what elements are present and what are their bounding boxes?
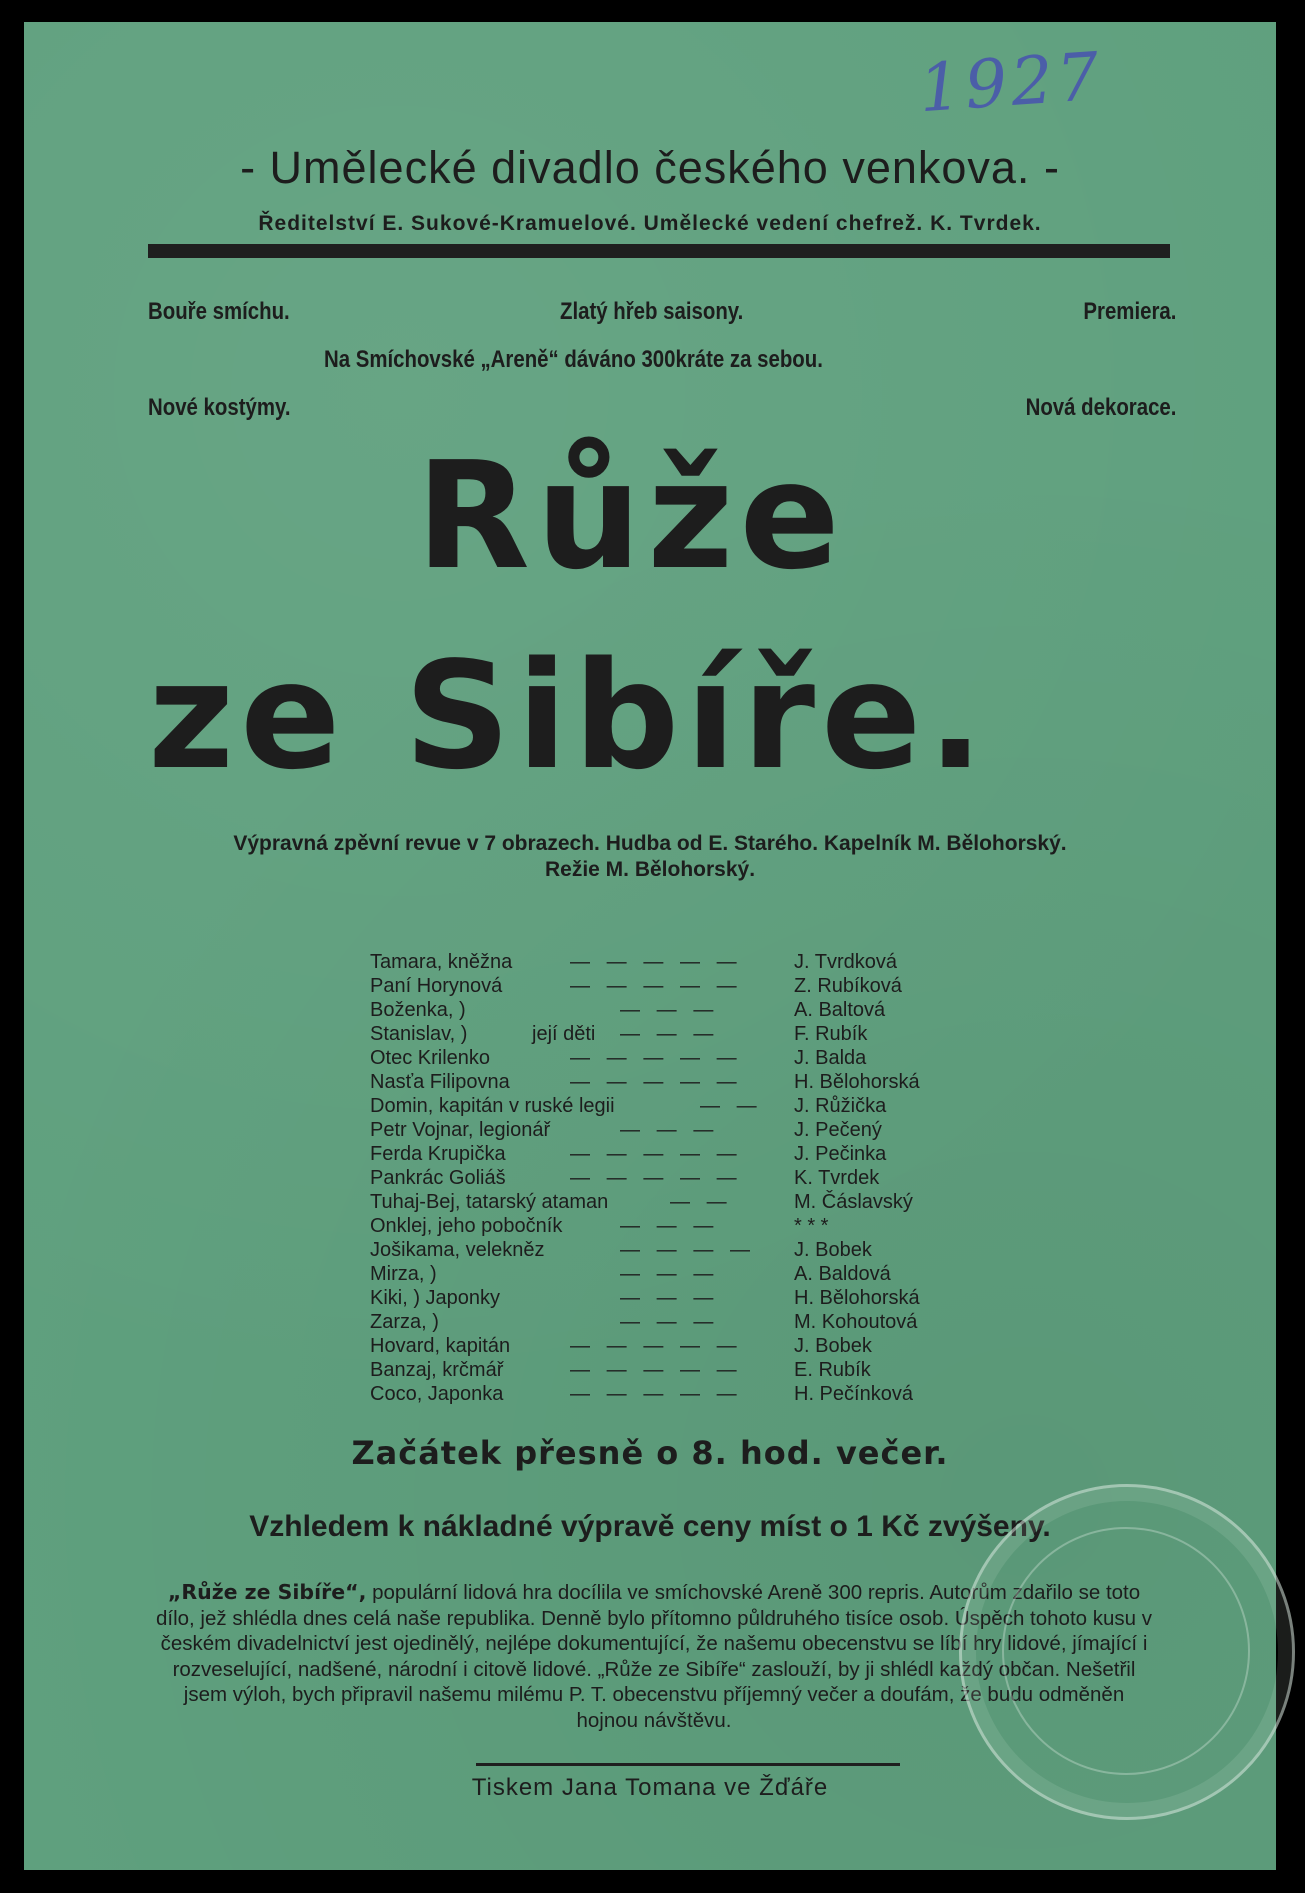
cast-role: Pankrác Goliáš <box>370 1167 506 1189</box>
cast-actor: K. Tvrdek <box>794 1167 880 1189</box>
paragraph-lead: „Růže ze Sibíře“, <box>167 1580 367 1604</box>
promo-center-1: Zlatý hřeb saisony. <box>560 298 744 325</box>
cast-dashes: — — <box>700 1095 757 1117</box>
cast-actor: H. Bělohorská <box>794 1287 920 1309</box>
cast-role: Tuhaj-Bej, tatarský ataman <box>370 1191 609 1213</box>
cast-role: Boženka, ) <box>370 999 466 1021</box>
cast-role: Nasťa Filipovna <box>370 1071 510 1093</box>
cast-row <box>370 1046 970 1070</box>
museum-stamp-inner-ring <box>1002 1527 1250 1775</box>
cast-list <box>370 950 970 1406</box>
cast-row <box>370 1190 970 1214</box>
cast-dashes: — — <box>670 1191 727 1213</box>
cast-role: Stanislav, ) <box>370 1023 468 1045</box>
cast-role: Onklej, jeho pobočník <box>370 1215 563 1237</box>
cast-row <box>370 998 970 1022</box>
cast-actor: J. Balda <box>794 1047 867 1069</box>
cast-actor: A. Baltová <box>794 999 886 1021</box>
cast-actor: J. Růžička <box>794 1095 887 1117</box>
cast-row <box>370 1286 970 1310</box>
promo-left-1: Bouře smíchu. <box>148 298 290 325</box>
promo-left-2: Nové kostýmy. <box>148 394 291 421</box>
cast-row <box>370 1022 970 1046</box>
cast-actor: M. Kohoutová <box>794 1311 918 1333</box>
playbill-sheet <box>24 22 1276 1870</box>
cast-dashes: — — — — — <box>570 1071 737 1093</box>
cast-actor: M. Čáslavský <box>794 1191 913 1213</box>
cast-role: Hovard, kapitán <box>370 1335 511 1357</box>
price-note: Vzhledem k nákladné výpravě ceny míst o 1 Kč zvýšeny. <box>249 1510 1051 1543</box>
cast-actor: H. Pečínková <box>794 1383 913 1405</box>
cast-role: Mirza, ) <box>370 1263 437 1285</box>
play-title-line-2: ze Sibíře. <box>148 630 990 802</box>
cast-row <box>370 1094 970 1118</box>
cast-dashes: — — — <box>620 999 714 1021</box>
cast-dashes: — — — <box>620 1287 714 1309</box>
cast-actor: J. Pečený <box>794 1119 882 1141</box>
promo-right-2: Nová dekorace. <box>1025 394 1176 421</box>
subtitle-line-2: Režie M. Bělohorský. <box>544 858 756 881</box>
cast-dashes: — — — <box>620 1311 714 1333</box>
cast-dashes: — — — — — <box>570 951 737 973</box>
cast-actor: A. Baldová <box>794 1263 891 1285</box>
cast-dashes: — — — — — <box>570 1167 737 1189</box>
cast-role: Petr Vojnar, legionář <box>370 1119 551 1141</box>
cast-row <box>370 1382 970 1406</box>
cast-role: Zarza, ) <box>370 1311 439 1333</box>
handwritten-year: 1927 <box>916 37 1106 128</box>
cast-role: Tamara, kněžna <box>370 951 513 973</box>
children-note: její děti <box>532 1023 596 1045</box>
header-rule <box>148 244 1170 258</box>
cast-row <box>370 1358 970 1382</box>
cast-role: Otec Krilenko <box>370 1047 491 1069</box>
promo-center-2: Na Smíchovské „Areně“ dáváno 300kráte za sebou. <box>324 346 823 373</box>
cast-actor: J. Bobek <box>794 1335 872 1357</box>
cast-dashes: — — — <box>620 1023 714 1045</box>
cast-dashes: — — — <box>620 1263 714 1285</box>
cast-role: Kiki, ) Japonky <box>370 1287 501 1309</box>
cast-row <box>370 1310 970 1334</box>
cast-row <box>370 1262 970 1286</box>
cast-role: Domin, kapitán v ruské legii <box>370 1095 615 1117</box>
cast-role: Paní Horynová <box>370 975 503 997</box>
cast-actor: F. Rubík <box>794 1023 868 1045</box>
cast-actor: J. Pečinka <box>794 1143 887 1165</box>
promo-right-1: Premiera. <box>1083 298 1176 325</box>
cast-actor: * * * <box>794 1215 829 1237</box>
paragraph-body: populární lidová hra docílila ve smíchovské Areně 300 repris. Autorům zdařilo se toto dílo, jež shlédla dnes celá naše republika. Denně bylo přítomno půldruhého tisíce osob. Úspěch tohoto kusu v českém divadelnictví jest ojedinělý, nejlépe dokumentující, že našemu obecenstvu se líbí hry lidové, jímající i rozveselující, nadšené, národní i citově lidové. „Růže ze Sibíře“ zaslouží, by ji shlédl každý občan. Nešetřil jsem výloh, bych připravil našemu milému P. T. obecenstvu příjemný večer a doufám, že budu odměněn hojnou návštěvu. <box>155 1581 1152 1732</box>
cast-dashes: — — — — — <box>570 1335 737 1357</box>
printer-rule <box>476 1763 900 1766</box>
cast-actor: H. Bělohorská <box>794 1071 920 1093</box>
theatre-name: - Umělecké divadlo českého venkova. - <box>240 142 1060 193</box>
cast-actor: J. Bobek <box>794 1239 872 1261</box>
cast-role: Coco, Japonka <box>370 1383 504 1405</box>
cast-role: Jošikama, velekněz <box>370 1239 545 1261</box>
cast-row <box>370 974 970 998</box>
cast-row <box>370 1166 970 1190</box>
theatre-direction: Ředitelství E. Sukové-Kramuelové. Umělecké vedení chefrež. K. Tvrdek. <box>258 212 1042 235</box>
cast-row <box>370 1334 970 1358</box>
cast-actor: J. Tvrdková <box>794 951 897 973</box>
cast-dashes: — — — — — <box>570 1143 737 1165</box>
cast-dashes: — — — — — <box>570 975 737 997</box>
cast-dashes: — — — — <box>620 1239 751 1261</box>
cast-row <box>370 1118 970 1142</box>
cast-dashes: — — — — — <box>570 1359 737 1381</box>
cast-dashes: — — — — — <box>570 1383 737 1405</box>
cast-role: Ferda Krupička <box>370 1143 506 1165</box>
museum-stamp <box>959 1484 1295 1820</box>
cast-row <box>370 1238 970 1262</box>
start-time: Začátek přesně o 8. hod. večer. <box>351 1434 949 1472</box>
cast-row <box>370 1070 970 1094</box>
cast-dashes: — — — <box>620 1215 714 1237</box>
cast-dashes: — — — — — <box>570 1047 737 1069</box>
play-title-line-1: Růže <box>416 430 846 602</box>
subtitle-line-1: Výpravná zpěvní revue v 7 obrazech. Hudba od E. Starého. Kapelník M. Bělohorský. <box>233 832 1067 855</box>
cast-role: Banzaj, krčmář <box>370 1359 504 1381</box>
cast-actor: E. Rubík <box>794 1359 871 1381</box>
cast-row <box>370 1142 970 1166</box>
cast-dashes: — — — <box>620 1119 714 1141</box>
printer-credit: Tiskem Jana Tomana ve Žďáře <box>471 1774 829 1801</box>
cast-row <box>370 1214 970 1238</box>
cast-row <box>370 950 970 974</box>
cast-actor: Z. Rubíková <box>794 975 902 997</box>
